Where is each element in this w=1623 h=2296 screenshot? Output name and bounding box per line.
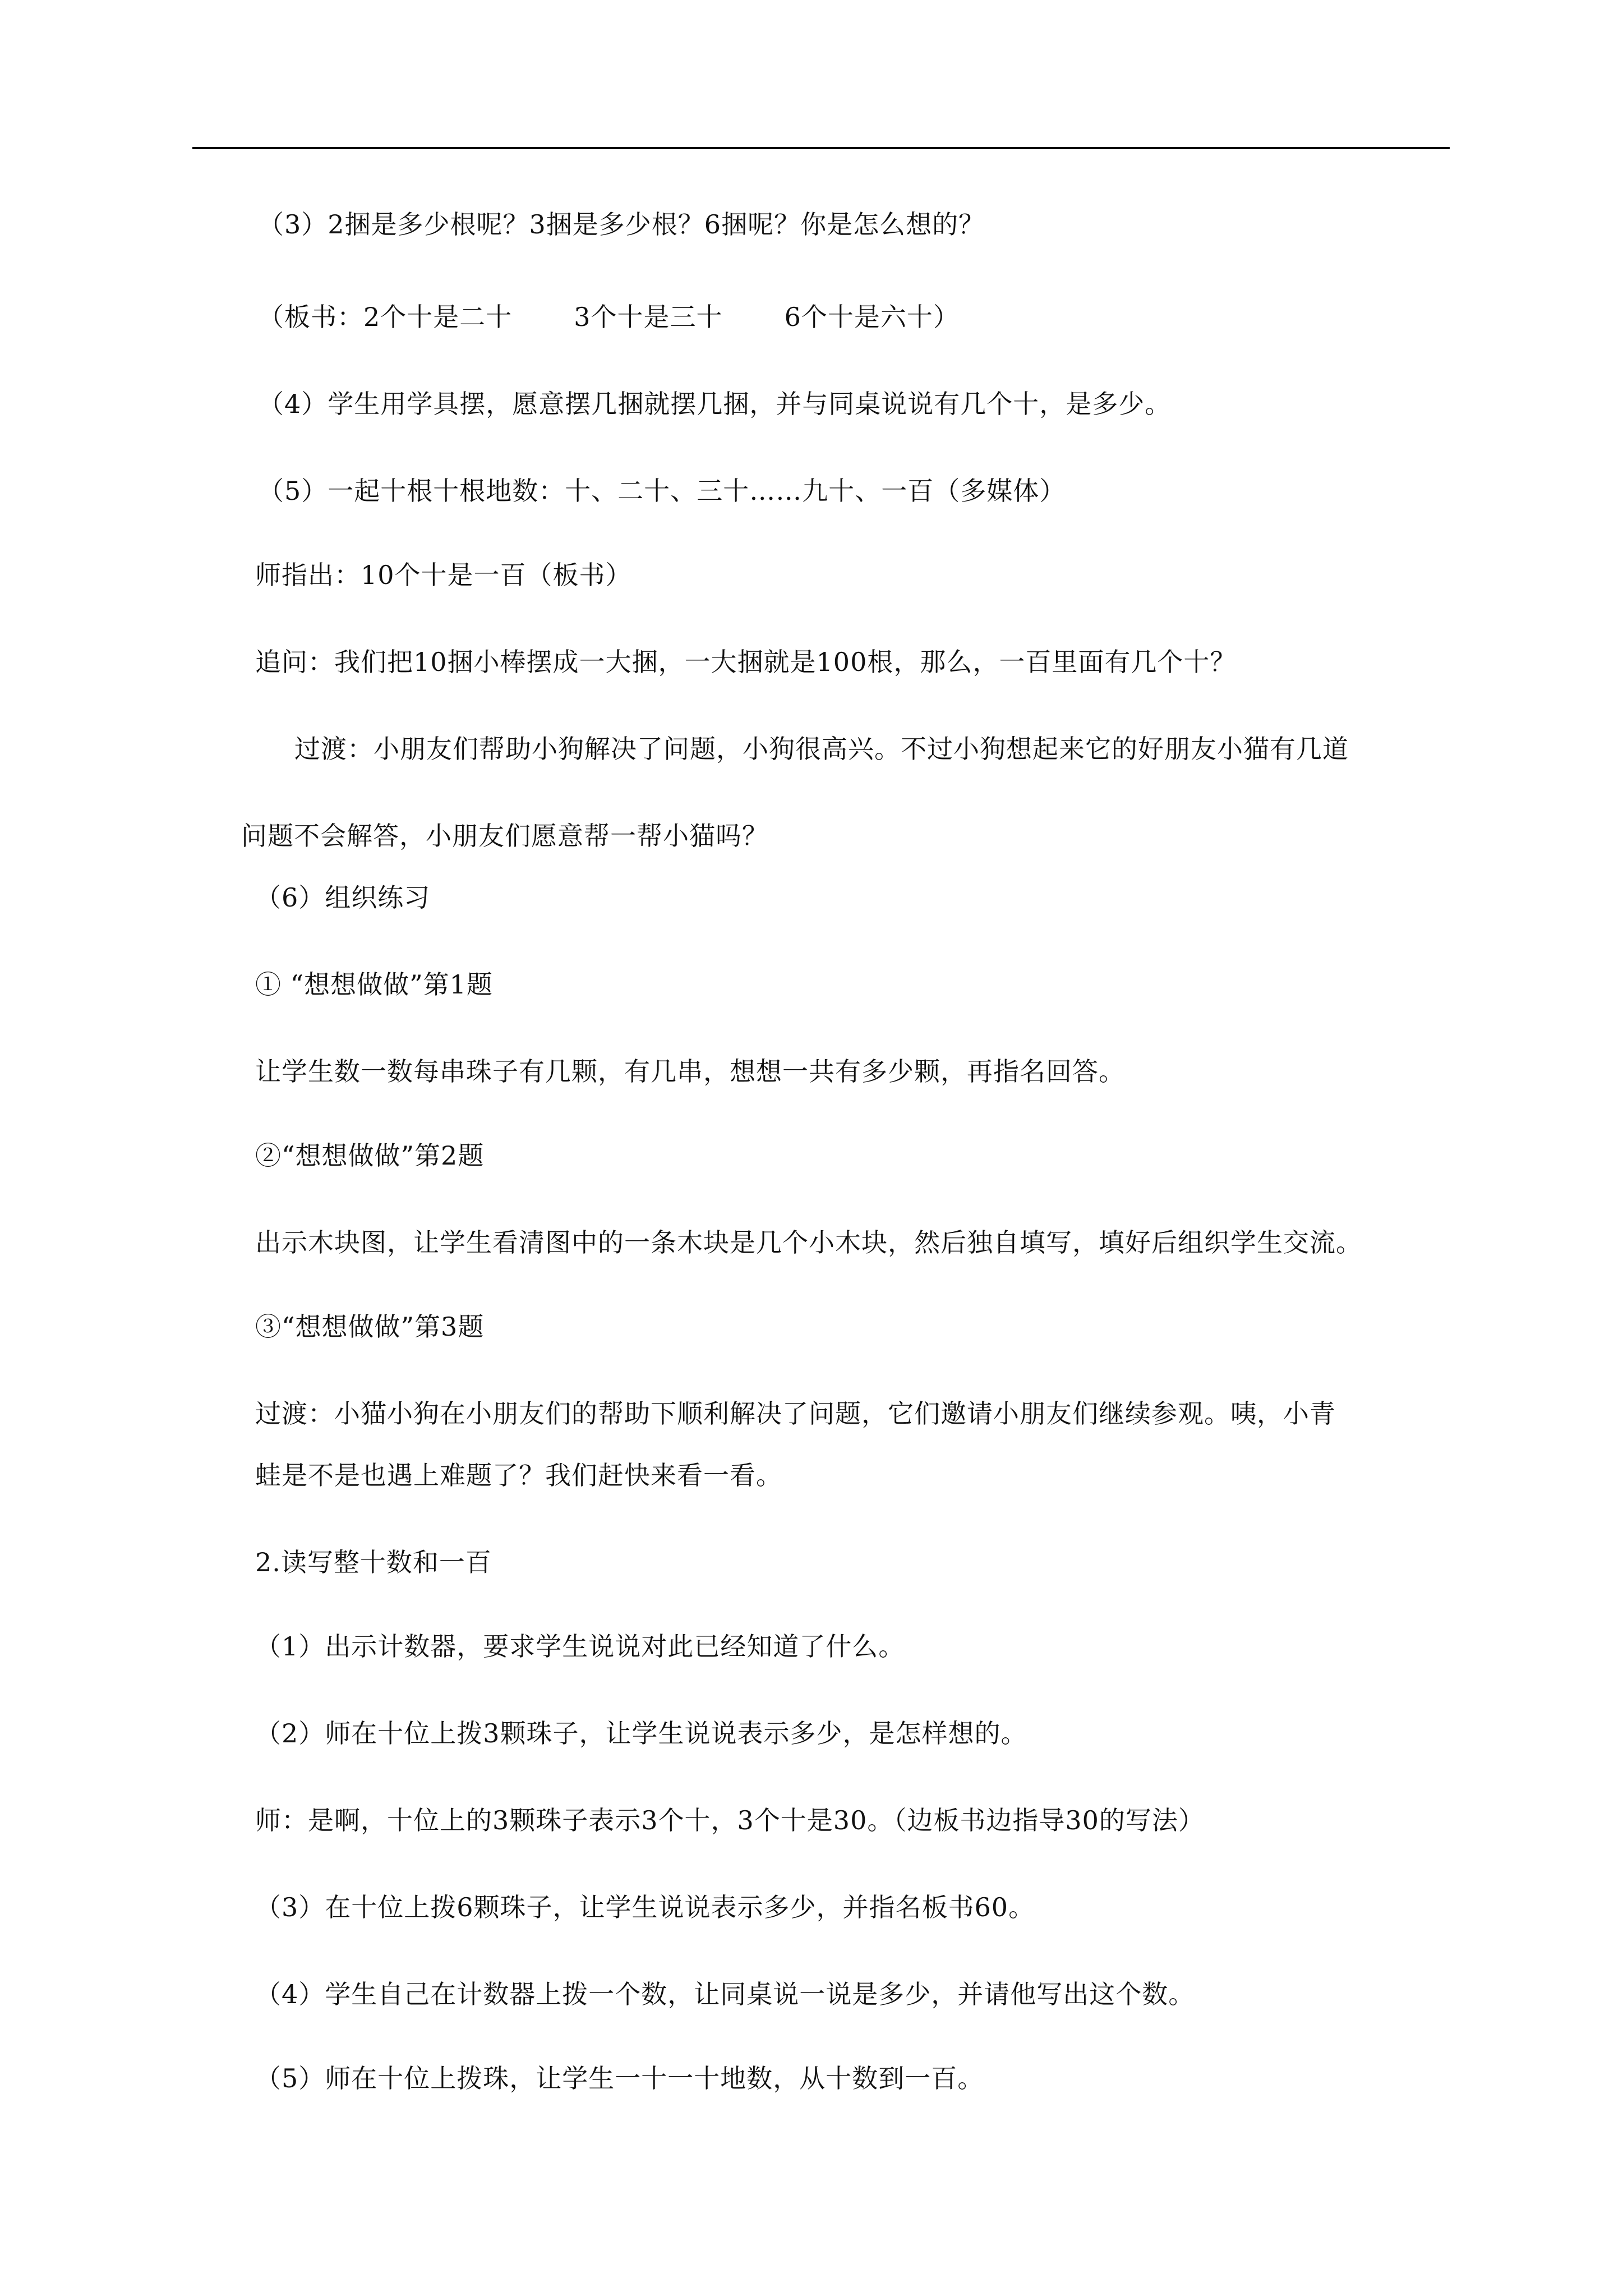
text-line: （3）2捆是多少根呢？3捆是多少根？6捆呢？你是怎么想的？: [258, 209, 985, 240]
text-line: （3）在十位上拨6颗珠子，让学生说说表示多少，并指名板书60。: [255, 1892, 1035, 1922]
text-line: ③“想想做做”第3题: [255, 1312, 485, 1342]
text-line: （6）组织练习: [255, 882, 431, 913]
text-line: （4）学生自己在计数器上拨一个数，让同桌说一说是多少，并请他写出这个数。: [255, 1979, 1195, 2009]
board-note-part: 6个十是六十）: [784, 302, 960, 332]
header-rule: [192, 147, 1450, 149]
text-line: 出示木块图，让学生看清图中的一条木块是几个小木块，然后独自填写，填好后组织学生交流。: [255, 1227, 1362, 1258]
board-note-part: 3个十是三十: [574, 302, 723, 332]
text-line: 过渡：小猫小狗在小朋友们的帮助下顺利解决了问题，它们邀请小朋友们继续参观。咦，小青: [255, 1398, 1336, 1429]
text-line: （5）一起十根十根地数：十、二十、三十……九十、一百（多媒体）: [258, 476, 1066, 506]
text-line: （5）师在十位上拨珠，让学生一十一十地数，从十数到一百。: [255, 2063, 984, 2093]
text-line: 追问：我们把10捆小棒摆成一大捆，一大捆就是100根，那么，一百里面有几个十？: [255, 647, 1237, 677]
board-note-part: （板书：2个十是二十: [258, 302, 513, 332]
text-line: ②“想想做做”第2题: [255, 1140, 485, 1171]
board-note-line: [258, 300, 960, 334]
text-line: ① “想想做做”第1题: [255, 969, 493, 1000]
text-line: 问题不会解答，小朋友们愿意帮一帮小猫吗？: [241, 821, 768, 851]
text-line: 让学生数一数每串珠子有几颗，有几串，想想一共有多少颗，再指名回答。: [255, 1056, 1125, 1087]
text-line: （2）师在十位上拨3颗珠子，让学生说说表示多少，是怎样想的。: [255, 1718, 1027, 1749]
text-line: 师指出：10个十是一百（板书）: [255, 560, 632, 590]
text-line: （1）出示计数器，要求学生说说对此已经知道了什么。: [255, 1631, 905, 1662]
text-line: 师：是啊，十位上的3颗珠子表示3个十，3个十是30。（边板书边指导30的写法）: [255, 1805, 1205, 1835]
text-line: 蛙是不是也遇上难题了？我们赶快来看一看。: [255, 1460, 782, 1490]
section-heading: 2.读写整十数和一百: [255, 1547, 492, 1577]
text-line: 过渡：小朋友们帮助小狗解决了问题，小狗很高兴。不过小狗想起来它的好朋友小猫有几道: [294, 734, 1349, 764]
text-line: （4）学生用学具摆，愿意摆几捆就摆几捆，并与同桌说说有几个十，是多少。: [258, 389, 1172, 419]
